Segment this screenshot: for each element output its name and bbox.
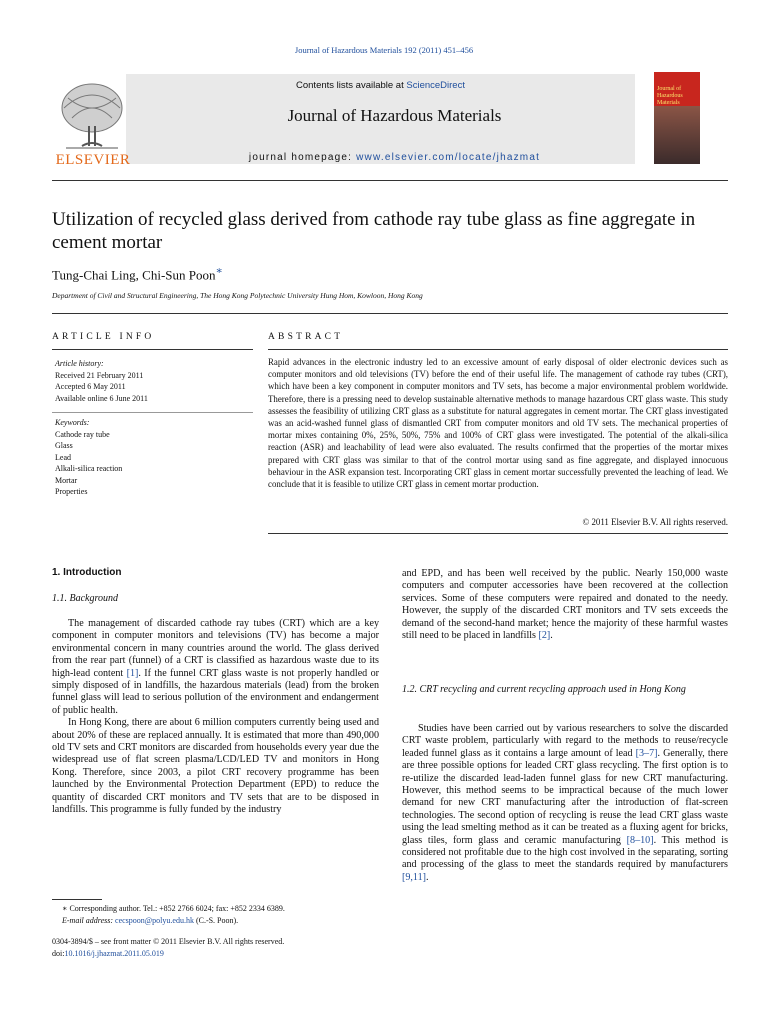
journal-cover-thumbnail[interactable] — [654, 72, 700, 164]
article-history — [55, 358, 255, 404]
article-title: Utilization of recycled glass derived from cathode ray tube glass as fine aggregate in cement mortar — [52, 209, 696, 253]
history-accepted: Accepted 6 May 2011 — [55, 382, 126, 391]
journal-title: Journal of Hazardous Materials — [287, 106, 502, 125]
keyword: Lead — [55, 452, 71, 462]
citation-link[interactable]: [3–7] — [635, 747, 658, 759]
paragraph — [52, 618, 379, 717]
sciencedirect-link[interactable]: ScienceDirect — [406, 80, 465, 91]
abstract-heading: ABSTRACT — [268, 332, 344, 342]
homepage-line — [126, 152, 663, 163]
abstract-text: Rapid advances in the electronic industry led to an excessive amount of early disposal of older electronic devices such as computer monitors and old televisions (TV) before the end of their useful life. The management of cathode ray tubes (CRT), which have been a key component in computer monitors and TV sets, has become a major environmental problem worldwide. Therefore, there is a pressing need to develop sustainable alternative methods to manage hazardous CRT glass waste. This study assesses the feasibility of utilizing CRT glass as a substitute for natural aggregates in cement mortar. The CRT glass investigated was an acid-washed funnel glass of dismantled CRT from computer monitors and old TV sets. The mechanical properties of mortar mixes containing 0%, 25%, 50%, 75% and 100% of CRT glass were investigated. The potential of the alkali-silica reaction (ASR) and leachability of lead were also evaluated. The results confirmed that the properties of the mortar mixes prepared with CRT glass was similar to that of the control mortar using sand as fine aggregate, and displayed innocuous behaviour in the ASR expansion test. Incorporating CRT glass in cement mortar successfully prevented the leaching of lead. We conclude that it is feasible to utilize CRT glass in cement mortar production. — [268, 357, 728, 490]
title-divider — [52, 313, 728, 314]
keyword: Alkali-silica reaction — [55, 464, 123, 473]
keywords — [55, 417, 255, 498]
paragraph-text: The management of discarded cathode ray tubes (CRT) which are a key component in computer monitors and televisions (TV) has become a major environmental concern in many countries around the world. The glass derived from the rear part (funnel) of a CRT is classified as hazardous waste due to its high-lead content — [52, 618, 379, 679]
article-info-heading: ARTICLE INFO — [52, 332, 155, 342]
email-suffix: (C.-S. Poon). — [193, 915, 239, 925]
page-footer — [52, 936, 382, 959]
keyword: Glass — [55, 441, 73, 450]
paragraph-text: . — [550, 630, 553, 642]
abstract-divider — [268, 349, 728, 350]
footnote-text: Corresponding author. Tel.: +852 2766 6024; fax: +852 2334 6389. — [67, 904, 285, 913]
history-received: Received 21 February 2011 — [55, 370, 144, 380]
keywords-label: Keywords: — [55, 418, 90, 427]
authors — [52, 264, 223, 283]
abstract-bottom-divider — [268, 533, 728, 534]
homepage-prefix: journal homepage: — [248, 152, 357, 163]
corresponding-author-note — [62, 903, 382, 915]
subsection-heading-background: 1.1. Background — [52, 593, 119, 604]
footnote — [62, 903, 382, 926]
journal-reference[interactable]: Journal of Hazardous Materials 192 (2011) 451–456 — [294, 45, 474, 55]
citation-link[interactable]: [2] — [538, 630, 551, 642]
paragraph-text: . This method is considered not profitable due to the high cost involved in the separating, sorting and processing of the glass to meet the standards required by manufacturers — [402, 834, 728, 871]
issn-line: 0304-3894/$ – see front matter © 2011 Elsevier B.V. All rights reserved. — [52, 937, 285, 946]
body-right-column-bottom — [402, 723, 728, 884]
paragraph-text: Studies have been carried out by various researchers to solve the discarded CRT waste problem, particularly with regard to the methods to reuse/recycle leaded funnel glass as it contains a large amount of lead — [402, 723, 728, 759]
paragraph-text: . If the funnel CRT glass waste is not properly handled or simply disposed of in landfills, the hazardous materials (lead) from the broken funnel glass will lead to serious pollution of the environment and endangerment of public health. — [52, 667, 379, 716]
abstract-copyright: © 2011 Elsevier B.V. All rights reserved. — [582, 517, 728, 527]
section-heading-introduction: 1. Introduction — [52, 567, 122, 578]
corresponding-author-mark[interactable]: ∗ — [215, 265, 223, 277]
keywords-divider — [52, 412, 253, 413]
doi-label: doi: — [52, 948, 65, 958]
keyword: Properties — [55, 487, 88, 496]
paragraph-text: . — [426, 871, 429, 883]
email-link[interactable]: cecspoon@polyu.edu.hk — [115, 915, 194, 925]
contents-line — [126, 80, 635, 91]
paragraph — [402, 568, 728, 642]
citation-link[interactable]: [9,11] — [402, 871, 427, 883]
cover-image — [654, 106, 700, 164]
paragraph — [402, 723, 728, 884]
keyword: Cathode ray tube — [55, 429, 110, 439]
author-names: Tung-Chai Ling, Chi-Sun Poon — [52, 267, 216, 283]
affiliation: Department of Civil and Structural Engineering, The Hong Kong Polytechnic University Hung Hom, Kowloon, Hong Kong — [52, 291, 423, 300]
history-online: Available online 6 June 2011 — [55, 393, 148, 403]
body-left-column — [52, 618, 379, 817]
article-info-divider — [52, 349, 253, 350]
citation-link[interactable]: [1] — [126, 667, 139, 679]
doi-link[interactable]: 10.1016/j.jhazmat.2011.05.019 — [64, 948, 164, 958]
paragraph-text: and EPD, and has been well received by the public. Nearly 150,000 waste computers and computer accessories have been recovered at the collection services. Some of these computers were repaired and donated to the needy. However, the supply of the discarded CRT monitors and TV sets exceeds the demand of the second-hand market; hence the majority of these harmful wastes still need to be placed in landfills — [402, 568, 728, 642]
cover-title: Journal of Hazardous Materials — [657, 86, 683, 106]
email-label: E-mail address: — [62, 915, 116, 925]
keyword: Mortar — [55, 475, 78, 485]
publisher-name: ELSEVIER — [55, 152, 131, 168]
header-divider — [52, 180, 728, 181]
body-right-column-top — [402, 568, 728, 642]
citation-link[interactable]: [8–10] — [626, 834, 654, 846]
paragraph: In Hong Kong, there are about 6 million computers currently being used and about 20% of these are replaced annually. It is estimated that more than 490,000 old TV sets and CRT monitors are discarded from households every year due the widespread use of flat screen plasma/LCD/LED TV and monitors in Hong Kong. Therefore, since 2003, a pilot CRT recovery programme has been launched by the Environmental Protection Department (EPD) to reduce the quantity of discarded CRT monitors and TV sets that are to be disposed in landfills. This programme is fully funded by the industry — [52, 717, 379, 816]
contents-prefix: Contents lists available at — [296, 80, 407, 91]
email-line — [62, 915, 382, 927]
doi-line — [52, 948, 382, 960]
homepage-link[interactable]: www.elsevier.com/locate/jhazmat — [356, 152, 541, 163]
footnote-mark: ∗ — [62, 904, 68, 913]
footnote-divider — [52, 899, 102, 900]
subsection-heading-crt-recycling: 1.2. CRT recycling and current recycling approach used in Hong Kong — [402, 684, 686, 695]
history-label: Article history: — [55, 359, 104, 368]
paragraph-text: . Generally, there are three possible options for leaded CRT glass recycling. The first option is to re-utilize the discarded lead-laden funnel glass for new CRT manufacturing. However, this method seems to be impractical because of the much lower demand for new CRT manufacturing after the introduction of flat-screen technologies. The second option of recycling is reuse the lead CRT glass waste using the lead smelting method as it can be treated as a fluxing agent for bricks, glass tiles, form glass and ceramic manufacturing — [402, 747, 728, 846]
